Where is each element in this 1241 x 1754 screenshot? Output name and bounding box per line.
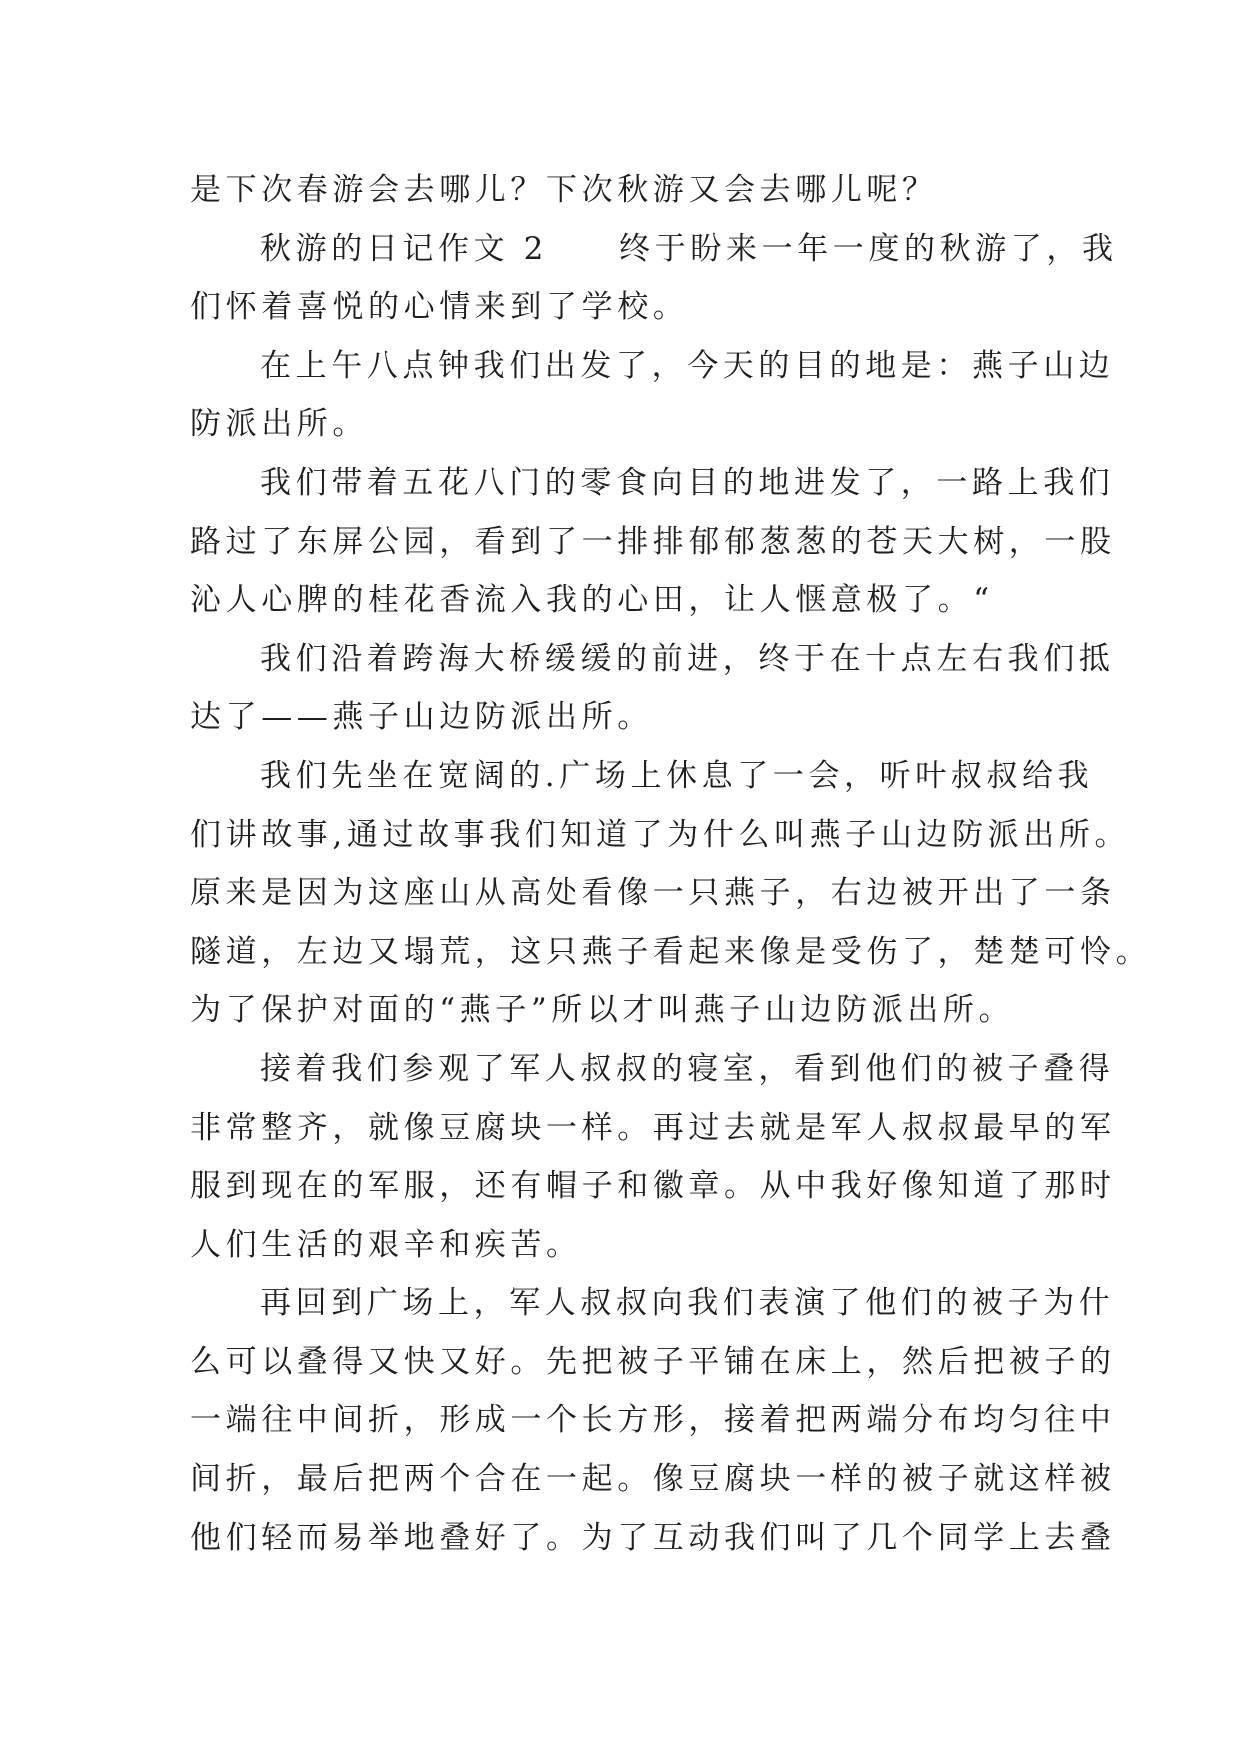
text-line: 们怀着喜悦的心情来到了学校。 [190, 289, 689, 326]
text-line: 在上午八点钟我们出发了，今天的目的地是：燕子山边 [260, 347, 1115, 384]
text-line: 他们轻而易举地叠好了。为了互动我们叫了几个同学上去叠 [190, 1519, 1116, 1556]
text-line: 路过了东屏公园，看到了一排排郁郁葱葱的苍天大树，一股 [190, 523, 1116, 560]
text-line: 人们生活的艰辛和疾苦。 [190, 1226, 582, 1263]
text-line: 间折，最后把两个合在一起。像豆腐块一样的被子就这样被 [190, 1461, 1116, 1498]
text-line: 我们先坐在宽阔的.广场上休息了一会，听叶叔叔给我 [260, 757, 1094, 794]
text-line: 一端往中间折，形成一个长方形，接着把两端分布均匀往中 [190, 1402, 1116, 1439]
text-line: 接着我们参观了军人叔叔的寝室，看到他们的被子叠得 [260, 1050, 1115, 1087]
text-line: 为了保护对面的“燕子”所以才叫燕子山边防派出所。 [190, 992, 1015, 1029]
text-line: 隧道，左边又塌荒，这只燕子看起来像是受伤了，楚楚可怜。 [190, 933, 1152, 970]
text-line: 达了——燕子山边防派出所。 [190, 699, 653, 736]
text-line: 我们带着五花八门的零食向目的地进发了，一路上我们 [260, 464, 1115, 501]
text-line: 原来是因为这座山从高处看像一只燕子，右边被开出了一条 [190, 875, 1116, 912]
text-line: 秋游的日记作文 2 终于盼来一年一度的秋游了，我 [260, 230, 1118, 267]
body-text [190, 161, 1152, 1567]
text-line: 们讲故事,通过故事我们知道了为什么叫燕子山边防派出所。 [190, 816, 1131, 853]
text-line: 是下次春游会去哪儿？下次秋游又会去哪儿呢？ [190, 172, 938, 208]
text-line: 非常整齐，就像豆腐块一样。再过去就是军人叔叔最早的军 [190, 1109, 1116, 1146]
text-line: 么可以叠得又快又好。先把被子平铺在床上，然后把被子的 [190, 1343, 1116, 1380]
text-line: 再回到广场上，军人叔叔向我们表演了他们的被子为什 [260, 1285, 1115, 1322]
text-line: 我们沿着跨海大桥缓缓的前进，终于在十点左右我们抵 [260, 640, 1115, 677]
text-line: 服到现在的军服，还有帽子和徽章。从中我好像知道了那时 [190, 1168, 1116, 1205]
text-line: 防派出所。 [190, 406, 368, 443]
text-line: 沁人心脾的桂花香流入我的心田，让人惬意极了。“ [190, 582, 994, 619]
